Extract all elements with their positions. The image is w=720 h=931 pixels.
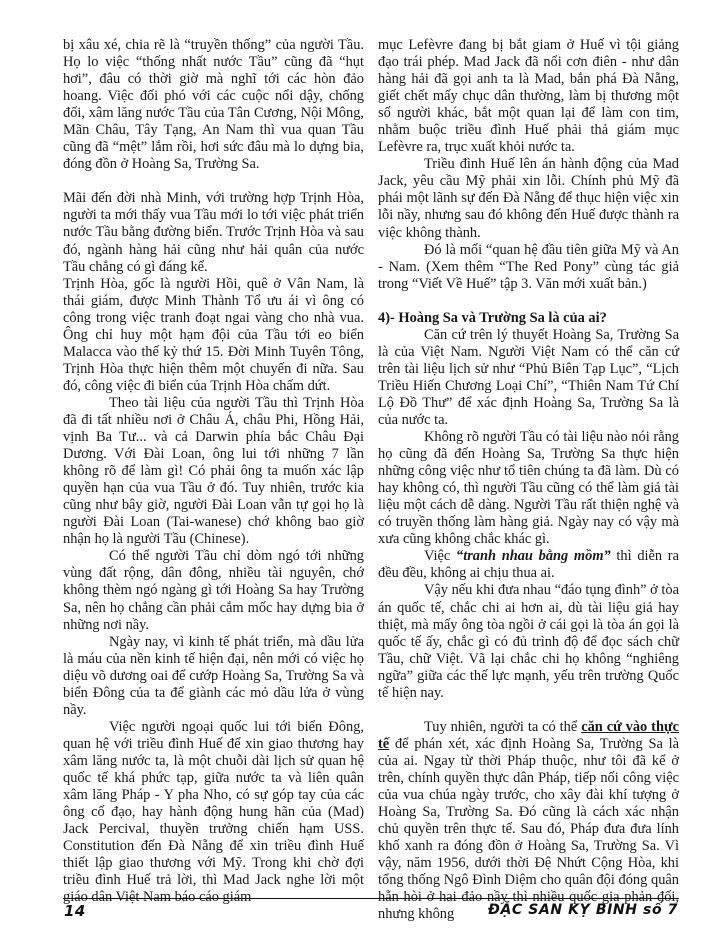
text-run: thì diễn ra đều đều, không ai chịu thua ai. <box>378 548 679 582</box>
paragraph: bị xâu xé, chia rẽ là “truyền thống” của người Tầu. Họ lo việc “thống nhất nước Tầu” cũng đã “hụt hơi”, đâu có thời giờ mà nghĩ tới các hòn đảo hoang. Việc đối phó với các cuộc nổi dậy, chống đối, xâm lăng nước Tầu của Tân Cương, Nội Mông, Mãn Châu, Tây Tạng, An Nam thì vua quan Tầu cũng đã “mệt” lắm rồi, hơi sức đâu mà lo dựng bia, đóng đồn ở Hoàng Sa, Trường Sa. <box>63 37 364 173</box>
text-run: Việc <box>424 548 457 565</box>
paragraph: Có thể người Tầu chỉ dòm ngó tới những vùng đất rộng, dân đông, nhiều tài nguyên, chớ không thèm ngó ngàng gì tới Hoàng Sa hay Trường Sa, nên họ chẳng cần phải cắm mốc hay dựng bia ở những nơi nầy. <box>63 548 364 633</box>
paragraph: Ngày nay, vì kinh tế phát triển, mà dầu lửa là máu của nền kinh tế hiện đại, nên mới có việc họ diệu võ dương oai để cướp Hoàng Sa, Trường Sa và biển Đông của ta để giành các mỏ dầu lửa ở vùng nầy. <box>63 633 364 718</box>
paragraph: Trịnh Hòa, gốc là người Hồi, quê ở Vân Nam, là thái giám, được Minh Thành Tổ ưu ái vì ông có công trong việc tranh đoạt ngai vàng cho nhà vua. Ông chỉ huy một hạm đội của Tầu tới eo biển Malacca vào thế kỷ thứ 15. Đời Minh Tuyên Tông, Trịnh Hòa thực hiện thêm một chuyến đi nữa. Sau đó, công việc đi biển của Trịnh Hòa chấm dứt. <box>63 275 364 394</box>
paragraph: Không rõ người Tầu có tài liệu nào nói rằng họ cũng đã đến Hoàng Sa, Trường Sa thực hiện những công việc như tổ tiên chúng ta đã làm. Dù có hay không có, thì người Tầu cũng có thể làm giả tài liệu một cách dễ dàng. Người Tầu rất thiện nghệ và có truyền thống làm hàng giả. Ngày nay có vậy mà xưa cũng không chắc khác gì. <box>378 429 679 548</box>
paragraph <box>378 719 679 924</box>
paragraph <box>378 548 679 582</box>
right-column <box>378 37 679 923</box>
text-run: để phán xét, xác định Hoàng Sa, Trường Sa là của ai. Ngay từ thời Pháp thuộc, như tôi đã kể ở trên, chính quyền thực dân Pháp, tiếp nối công việc của vua chúa ngày trước, cho xây đài khí tượng ở Hoàng Sa, Trường Sa. Đó cũng là cách xác nhận chủ quyền trên thực tế. Sau đó, Pháp đưa đưa lính khố xanh ra đóng đồn ở Hoàng Sa, Trường Sa. Vì vậy, năm 1956, dưới thời Đệ Nhứt Cộng Hòa, khi tổng thống Ngô Đình Diệm cho quân đội đóng quân hẵn hòi ở hai đảo nầy thì nhiều quốc gia phản đối, nhưng không <box>378 735 679 923</box>
paragraph-spacer <box>378 702 679 719</box>
section-heading: 4)- Hoàng Sa và Trường Sa là của ai? <box>378 309 607 326</box>
paragraph: Việc người ngoại quốc lui tới biển Đông, quan hệ với triều đình Huế để xin giao thương hay xâm lăng nước ta, là một chuỗi dài lịch sử quan hệ quốc tế khá phức tạp, giữa nước ta và liên quân xâm lăng Pháp - Y pha Nho, có sự góp tay của các ông cố đạo, hay hành động hung hãn của (Mad) Jack Percival, thuyền trưởng chiến hạm USS. Constitution đến Đà Nẵng để xin triều đình Huế thiết lập giao thương với Mỹ. Trong khi chờ đợi triều đình Huế trả lời, thì Mad Jack nghe lời một giáo dân Việt Nam báo cáo giám <box>63 718 364 906</box>
paragraph: Đó là mối “quan hệ đầu tiên giữa Mỹ và An - Nam. (Xem thêm “The Red Pony” cùng tác giả trong “Viết Về Huế” tập 3. Văn mới xuất bản.) <box>378 241 679 292</box>
underlined-emphasis: căn cứ vào thực tế <box>378 718 679 752</box>
publication-title: ĐẶC SAN KỴ BINH số 7 <box>488 902 678 918</box>
left-column <box>63 37 364 906</box>
paragraph: Vậy nếu khi đưa nhau “đáo tụng đình” ở tòa án quốc tế, chắc chi ai hơn ai, dù tài liệu giả hay thiệt, mà mấy ông tòa ngồi ở cái gọi là tòa án gọi là quốc tế ấy, chắc gì có đủ trình độ để đọc sách chữ Tầu, chữ Việt. Vã lại chắc chi họ không “nghiêng ngữa” giữa các thế lực mạnh, yếu trên trường Quốc tế hiện nay. <box>378 582 679 701</box>
paragraph: mục Lefèvre đang bị bắt giam ở Huế vì tội giảng đạo trái phép. Mad Jack đã nổi cơn điên - như dân hàng hải đã gọi anh ta là Mad, bắn phá Đà Nẵng, giết chết mấy chục dân thường, làm bị thương một số người khác, bắt một quan lại để làm con tim, nhằm buộc triều đình Huế phải thả giám mục Lefèvre ra, trục xuất khỏi nước ta. <box>378 37 679 156</box>
paragraph-spacer <box>378 293 679 310</box>
paragraph: Theo tài liệu của người Tầu thì Trịnh Hòa đã đi tất nhiều nơi ở Châu Á, châu Phi, Hồng Hải, vịnh Ba Tư... và cả Darwin phía bắc Châu Đại Dương. Với Đài Loan, ông lui tới những 7 lần không rõ để làm gì! Có phải ông ta muốn xác lập quyền hạn của vua Tầu ở đó. Tuy nhiên, trước kia cũng như bây giờ, người Đài Loan vẫn tự gọi họ là người Đài Loan (Tai-wanese) chớ không bao giờ nhận họ là người Tầu (Chinese). <box>63 394 364 548</box>
paragraph: Triều đình Huế lên án hành động của Mad Jack, yêu cầu Mỹ phải xin lỗi. Chính phủ Mỹ đã phái một lãnh sự đến Đà Nẵng để thục hiện việc xin lỗi nầy, nhưng sau đó không đến Huế được thành ra việc không thành. <box>378 156 679 241</box>
text-run: Tuy nhiên, người ta có thể <box>424 718 582 735</box>
page-number: 14 <box>64 902 86 920</box>
paragraph: Mãi đến đời nhà Minh, với trường hợp Trịnh Hòa, người ta mới thấy vua Tầu mới lo tới việc phát triển nước Tầu bằng đường biển. Trước Trịnh Hòa và sau đó, ngành hàng hải cũng như hải quân của nước Tầu chẳng có gì đáng kể. <box>63 190 364 275</box>
paragraph-spacer <box>63 173 364 190</box>
emphasized-quote: “tranh nhau bằng mồm” <box>456 548 611 565</box>
footer-rule <box>63 898 679 899</box>
paragraph: Căn cứ trên lý thuyết Hoàng Sa, Trường Sa là của Việt Nam. Người Việt Nam có thể căn cứ trên tài liệu lịch sử như “Phủ Biên Tạp Lục”, “Lịch Triều Hiến Chương Loại Chí”, “Thiên Nam Tứ Chí Lộ Đồ Thư” để xác định Hoàng Sa, Trường Sa là của nước ta. <box>378 326 679 428</box>
